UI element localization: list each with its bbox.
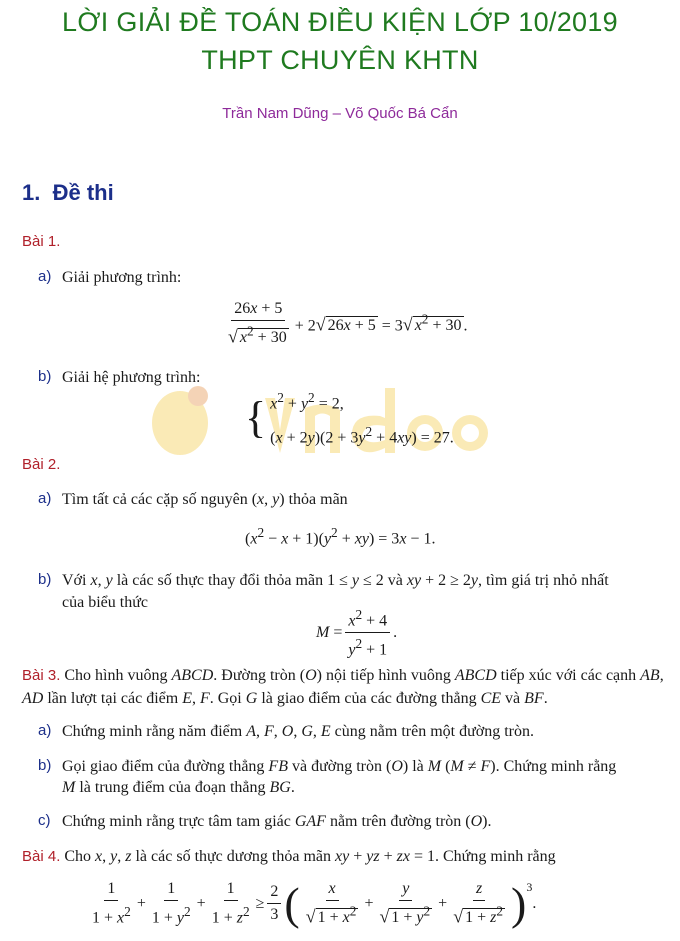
problem-1a-text: Giải phương trình: [62,269,182,286]
problem-1-label: Bài 1. [22,233,61,250]
problem-3a-label: a) [38,722,52,739]
system-1b: { $x^2 + y^2 = 2$, $(x + 2y)(2 + 3y^2 + 4xy) = 27$. [245,390,454,447]
problem-1b-label: b) [38,368,52,385]
section-number: 1. [22,180,41,205]
problem-3-intro: Bài 3. Cho hình vuông ABCD. Đường tròn (O) nội tiếp hình vuông ABCD tiếp xúc với các cạnh AB, AD lần lượt tại các điểm E, F. Gọi G là giao điểm của các đường thẳng CE và BF. [22,667,664,707]
document-title-line1: LỜI GIẢI ĐỀ TOÁN ĐIỀU KIỆN LỚP 10/2019 [62,7,618,37]
problem-1b-text: Giải hệ phương trình: [62,369,201,386]
problem-2b-label: b) [38,571,52,588]
problem-2a-text: Tìm tất cả các cặp số nguyên (x, y) thỏa mãn [62,491,348,508]
document-title-line2: THPT CHUYÊN KHTN [201,45,479,75]
problem-2-label: Bài 2. [22,456,61,473]
problem-4-intro: Bài 4. Cho x, y, z là các số thực dương thỏa mãn xy + yz + zx = 1. Chứng minh rằng [22,848,556,865]
problem-1a-label: a) [38,268,52,285]
section-heading [22,180,114,206]
section-title: Đề thi [52,180,114,205]
problem-3b-text: Gọi giao điểm của đường thẳng FB và đường tròn (O) là M (M ≠ F). Chứng minh rằng [62,758,617,775]
problem-3-label: Bài 3. [22,667,61,684]
expression-2b: M = $\frac{x^2 + 4}{y^2 + 1}$ . [316,607,398,659]
problem-4-label: Bài 4. [22,848,61,865]
problem-3c-label: c) [38,812,51,829]
problem-2b-text: Với x, y là các số thực thay đổi thỏa mãn 1 ≤ y ≤ 2 và xy + 2 ≥ 2y, tìm giá trị nhỏ nhất [62,572,609,589]
equation-2a: $(x^2 - x + 1)(y^2 + xy) = 3x - 1$. [245,525,436,548]
authors: Trần Nam Dũng – Võ Quốc Bá Cẩn [222,105,458,122]
problem-3b-label: b) [38,757,52,774]
problem-2a-label: a) [38,490,52,507]
problem-2b-text-line2: của biểu thức [62,594,148,611]
problem-3b-text-line2: M là trung điểm của đoạn thẳng BG. [62,779,295,796]
problem-3c-text: Chứng minh rằng trực tâm tam giác GAF nằm trên đường tròn (O). [62,813,492,830]
problem-3a-text: Chứng minh rằng năm điểm A, F, O, G, E cùng nằm trên một đường tròn. [62,723,534,740]
inequality-4: $\frac{1}{1 + x^2}$ + $\frac{1}{1 + y^2}$ + $\frac{1}{1 + z^2}$ ≥ $\frac{2}{3}$ ( $\frac{x}{√ 1 + x^2}$ + $\frac{y}{√ 1 + y^2}$ + $\frac{z}{√ 1 + z^2}$ ) $^3$ . [92,877,537,929]
equation-1a: $\frac{26x + 5}{√ x^2 + 30}$ + 2√ 26x + 5 = 3√ $x^2 + 30$ . [228,300,468,347]
